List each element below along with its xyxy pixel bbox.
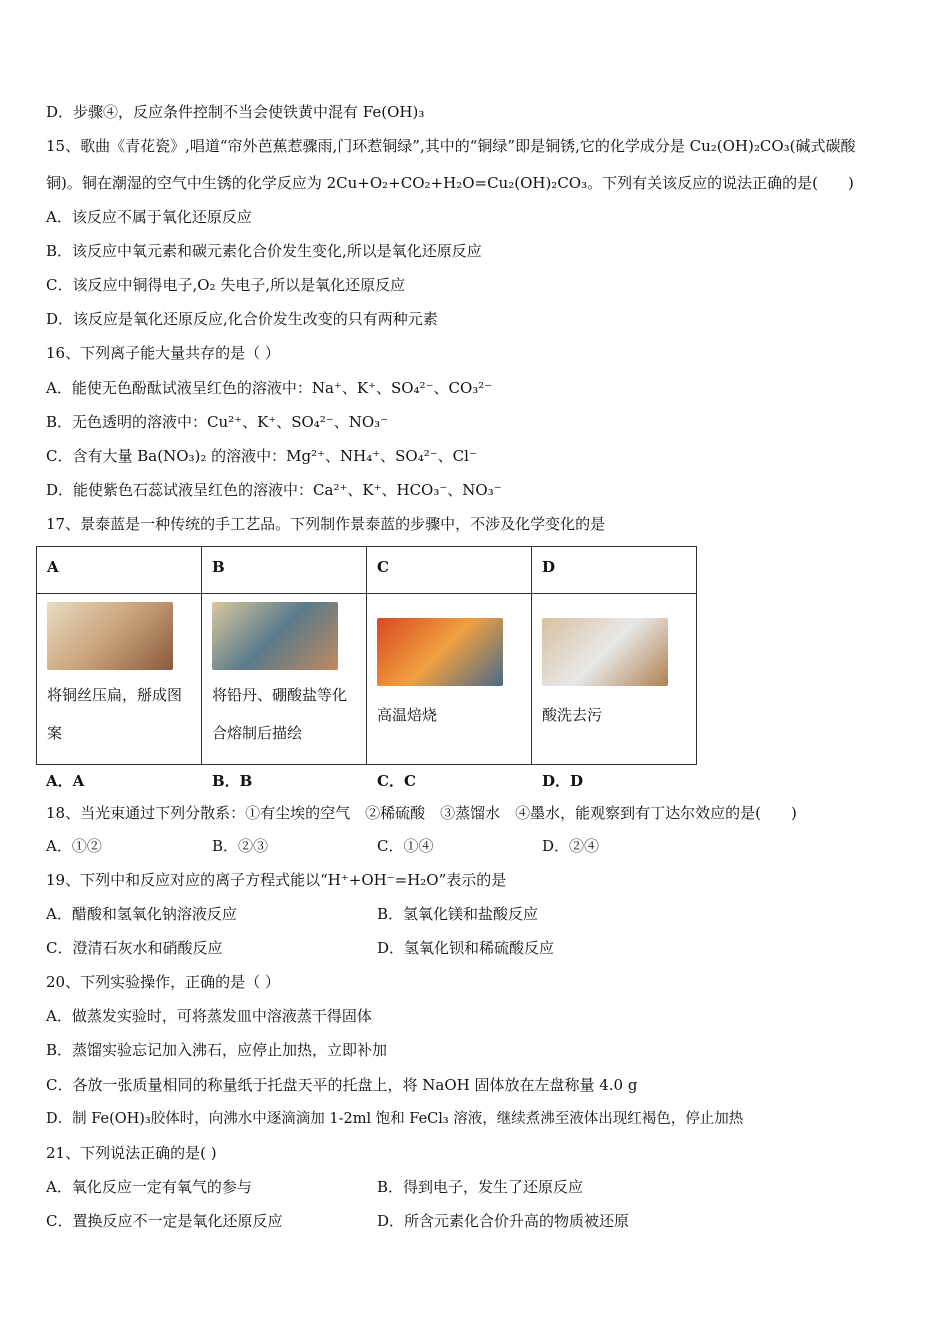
q18-option-a: A．①② (46, 837, 102, 855)
q17-table (36, 546, 697, 765)
q20-option-c: C．各放一张质量相同的称量纸于托盘天平的托盘上，将 NaOH 固体放在左盘称量 4.0 g (46, 1076, 638, 1094)
q21-option-c: C．置换反应不一定是氧化还原反应 (46, 1212, 283, 1230)
q17-option-b: B．B (212, 772, 253, 790)
caption-a: 将铜丝压扁，掰成图案 (47, 686, 183, 742)
header-b: B (202, 547, 367, 594)
caption-b: 将铅丹、硼酸盐等化合熔制后描绘 (212, 686, 348, 742)
q16-option-a: A．能使无色酚酞试液呈红色的溶液中：Na⁺、K⁺、SO₄²⁻、CO₃²⁻ (46, 379, 493, 397)
header-c: C (367, 547, 532, 594)
illustration-b (212, 602, 338, 670)
q16-option-c: C．含有大量 Ba(NO₃)₂ 的溶液中：Mg²⁺、NH₄⁺、SO₄²⁻、Cl⁻ (46, 447, 477, 465)
illustration-c (377, 618, 503, 686)
q14-option-d: D．步骤④，反应条件控制不当会使铁黄中混有 Fe(OH)₃ (46, 103, 425, 121)
q18-option-c: C．①④ (377, 837, 434, 855)
caption-d: 酸洗去污 (542, 706, 603, 724)
q19-option-c: C．澄清石灰水和硝酸反应 (46, 939, 223, 957)
q15-option-a: A．该反应不属于氧化还原反应 (46, 208, 252, 226)
q20-option-a: A．做蒸发实验时，可将蒸发皿中溶液蒸干得固体 (46, 1007, 372, 1025)
header-a: A (37, 547, 202, 594)
q19-stem: 19、下列中和反应对应的离子方程式能以“H⁺+OH⁻=H₂O”表示的是 (46, 871, 507, 889)
q15-stem: 15、歌曲《青花瓷》,唱道“帘外芭蕉惹骤雨,门环惹铜绿”,其中的“铜绿”即是铜锈,它的化学成分是 Cu₂(OH)₂CO₃(碱式碳酸 (46, 137, 856, 155)
q16-option-b: B．无色透明的溶液中：Cu²⁺、K⁺、SO₄²⁻、NO₃⁻ (46, 413, 389, 431)
q19-option-a: A．醋酸和氢氧化钠溶液反应 (46, 905, 237, 923)
q20-option-d: D．制 Fe(OH)₃胶体时，向沸水中逐滴滴加 1-2ml 饱和 FeCl₃ 溶液，继续煮沸至液体出现红褐色，停止加热 (46, 1111, 744, 1127)
q21-stem: 21、下列说法正确的是( ) (46, 1144, 217, 1162)
q15-option-c: C．该反应中铜得电子,O₂ 失电子,所以是氧化还原反应 (46, 276, 406, 294)
q15-stem-cont: 铜)。铜在潮湿的空气中生锈的化学反应为 2Cu+O₂+CO₂+H₂O=Cu₂(OH)₂CO₃。下列有关该反应的说法正确的是( ) (46, 174, 854, 192)
q17-option-a: A．A (46, 772, 85, 790)
q18-option-b: B．②③ (212, 837, 269, 855)
caption-c: 高温焙烧 (377, 706, 438, 724)
q19-option-b: B．氢氧化镁和盐酸反应 (377, 905, 539, 923)
q18-stem: 18、当光束通过下列分散系：①有尘埃的空气 ②稀硫酸 ③蒸馏水 ④墨水，能观察到有丁达尔效应的是( ) (46, 804, 797, 822)
q16-stem: 16、下列离子能大量共存的是（ ） (46, 344, 280, 362)
q15-option-d: D．该反应是氧化还原反应,化合价发生改变的只有两种元素 (46, 310, 438, 328)
illustration-d (542, 618, 668, 686)
q18-option-d: D．②④ (542, 837, 600, 855)
q21-option-d: D．所含元素化合价升高的物质被还原 (377, 1212, 630, 1230)
q20-stem: 20、下列实验操作，正确的是（ ） (46, 973, 280, 991)
q21-option-a: A．氧化反应一定有氧气的参与 (46, 1178, 252, 1196)
header-d: D (532, 547, 697, 594)
q21-option-b: B．得到电子，发生了还原反应 (377, 1178, 584, 1196)
q15-option-b: B．该反应中氧元素和碳元素化合价发生变化,所以是氧化还原反应 (46, 242, 482, 260)
q17-stem: 17、景泰蓝是一种传统的手工艺品。下列制作景泰蓝的步骤中，不涉及化学变化的是 (46, 515, 606, 533)
q20-option-b: B．蒸馏实验忘记加入沸石，应停止加热，立即补加 (46, 1041, 388, 1059)
illustration-a (47, 602, 173, 670)
q19-option-d: D．氢氧化钡和稀硫酸反应 (377, 939, 555, 957)
q17-option-c: C．C (377, 772, 416, 790)
q16-option-d: D．能使紫色石蕊试液呈红色的溶液中：Ca²⁺、K⁺、HCO₃⁻、NO₃⁻ (46, 481, 502, 499)
q17-option-d: D．D (542, 772, 584, 790)
